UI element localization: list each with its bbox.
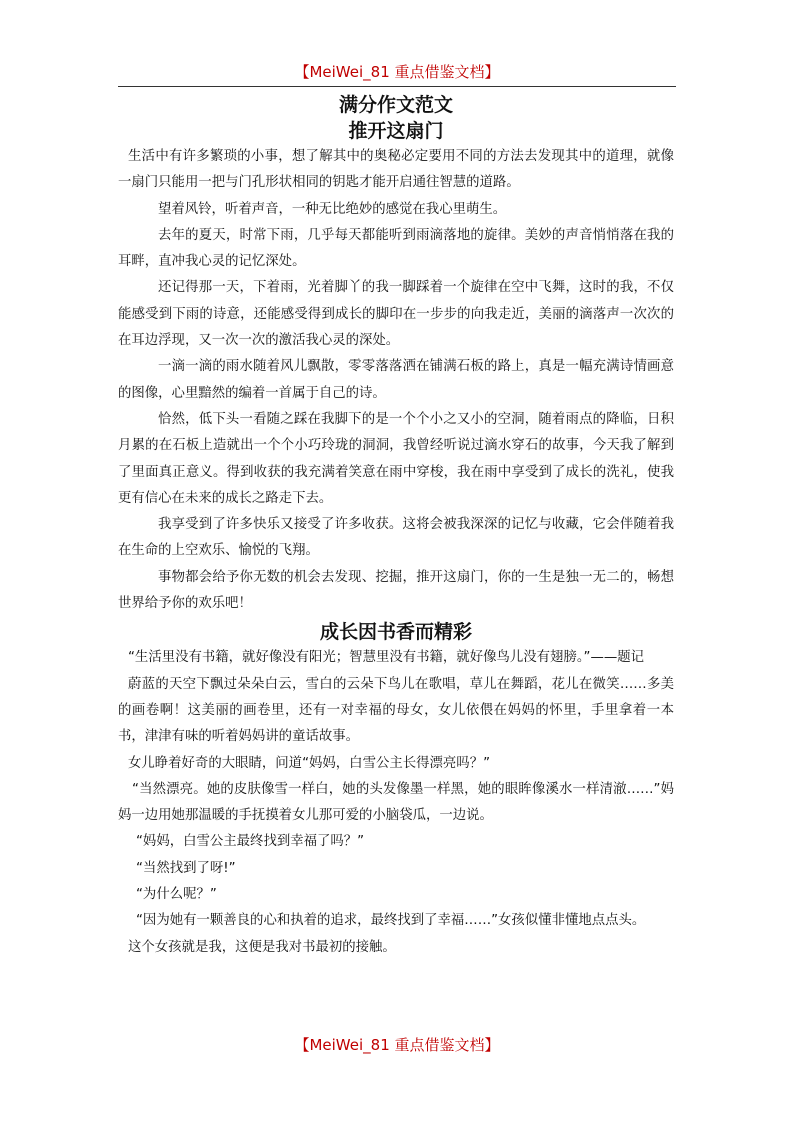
essay2-paragraph: “为什么呢？” (136, 887, 217, 903)
essay2-paragraph: 蔚蓝的天空下飘过朵朵白云，雪白的云朵下鸟儿在歌唱，草儿在舞蹈，花儿在微笑……多美的画卷啊！这美丽的画卷里，还有一对幸福的母女，女儿依偎在妈妈的怀里，手里拿着一本书，津津有味的听着妈妈讲的童话故事。 (118, 676, 674, 745)
essay2-paragraph: 这个女孩就是我，这便是我对书最初的接触。 (128, 939, 396, 955)
essay2-paragraph: “生活里没有书籍，就好像没有阳光；智慧里没有书籍，就好像鸟儿没有翅膀。”——题记 (128, 650, 645, 666)
document-body (118, 92, 674, 961)
essay1-paragraph: 去年的夏天，时常下雨，几乎每天都能听到雨滴落地的旋律。美妙的声音悄悄落在我的耳畔，直冲我心灵的记忆深处。 (118, 227, 674, 270)
header-watermark-label: 【MeiWei_81 重点借鉴文档】 (294, 63, 500, 81)
essay1-paragraph: 还记得那一天，下着雨，光着脚丫的我一脚踩着一个旋律在空中飞舞，这时的我，不仅能感受到下雨的诗意，还能感受得到成长的脚印在一步步的向我走近，美丽的滴落声一次次的在耳边浮现，又一次一次的激活我心灵的深处。 (118, 280, 674, 349)
essay2-paragraph: “妈妈，白雪公主最终找到幸福了吗？” (136, 834, 365, 850)
essay1-paragraph: 望着风铃，听着声音，一种无比绝妙的感觉在我心里萌生。 (158, 201, 507, 217)
essay1-paragraph: 我享受到了许多快乐又接受了许多收获。这将会被我深深的记忆与收藏，它会伴随着我在生命的上空欢乐、愉悦的飞翔。 (118, 517, 674, 559)
essay1-paragraph: 事物都会给予你无数的机会去发现、挖掘，推开这扇门，你的一生是独一无二的，畅想世界给予你的欢乐吧！ (118, 569, 674, 612)
essay2-paragraph: “因为她有一颗善良的心和执着的追求，最终找到了幸福……”女孩似懂非懂地点点头。 (136, 913, 646, 929)
essay1-paragraph: 恰然，低下头一看随之踩在我脚下的是一个个小之又小的空洞，随着雨点的降临，日积月累的在石板上造就出一个个小巧玲珑的洞洞，我曾经听说过滴水穿石的故事，今天我了解到了里面真正意义。得到收获的我充满着笑意在雨中穿梭，我在雨中享受到了成长的洗礼，使我更有信心在未来的成长之路走下去。 (118, 411, 674, 506)
essay1-paragraph: 一滴一滴的雨水随着风儿飘散，零零落落洒在铺满石板的路上，真是一幅充满诗情画意的图像，心里黯然的编着一首属于自己的诗。 (118, 359, 674, 401)
essay1-paragraph: 生活中有许多繁琐的小事，想了解其中的奥秘必定要用不同的方法去发现其中的道理，就像一扇门只能用一把与门孔形状相同的钥匙才能开启通往智慧的道路。 (118, 149, 674, 191)
essay2-paragraph: 女儿睁着好奇的大眼睛，问道“妈妈，白雪公主长得漂亮吗？” (128, 755, 491, 771)
page-title: 满分作文范文 (338, 94, 453, 116)
essay1-title: 推开这扇门 (348, 120, 444, 142)
essay2-paragraph: “当然漂亮。她的皮肤像雪一样白，她的头发像墨一样黑，她的眼眸像溪水一样清澈……”妈妈一边用她那温暖的手抚摸着女儿那可爱的小脑袋瓜，一边说。 (118, 781, 674, 824)
footer-watermark-label: 【MeiWei_81 重点借鉴文档】 (294, 1036, 500, 1054)
essay2-paragraph: “当然找到了呀!” (136, 860, 236, 876)
essay2-title: 成长因书香而精彩 (319, 621, 472, 644)
header-divider (118, 86, 676, 87)
